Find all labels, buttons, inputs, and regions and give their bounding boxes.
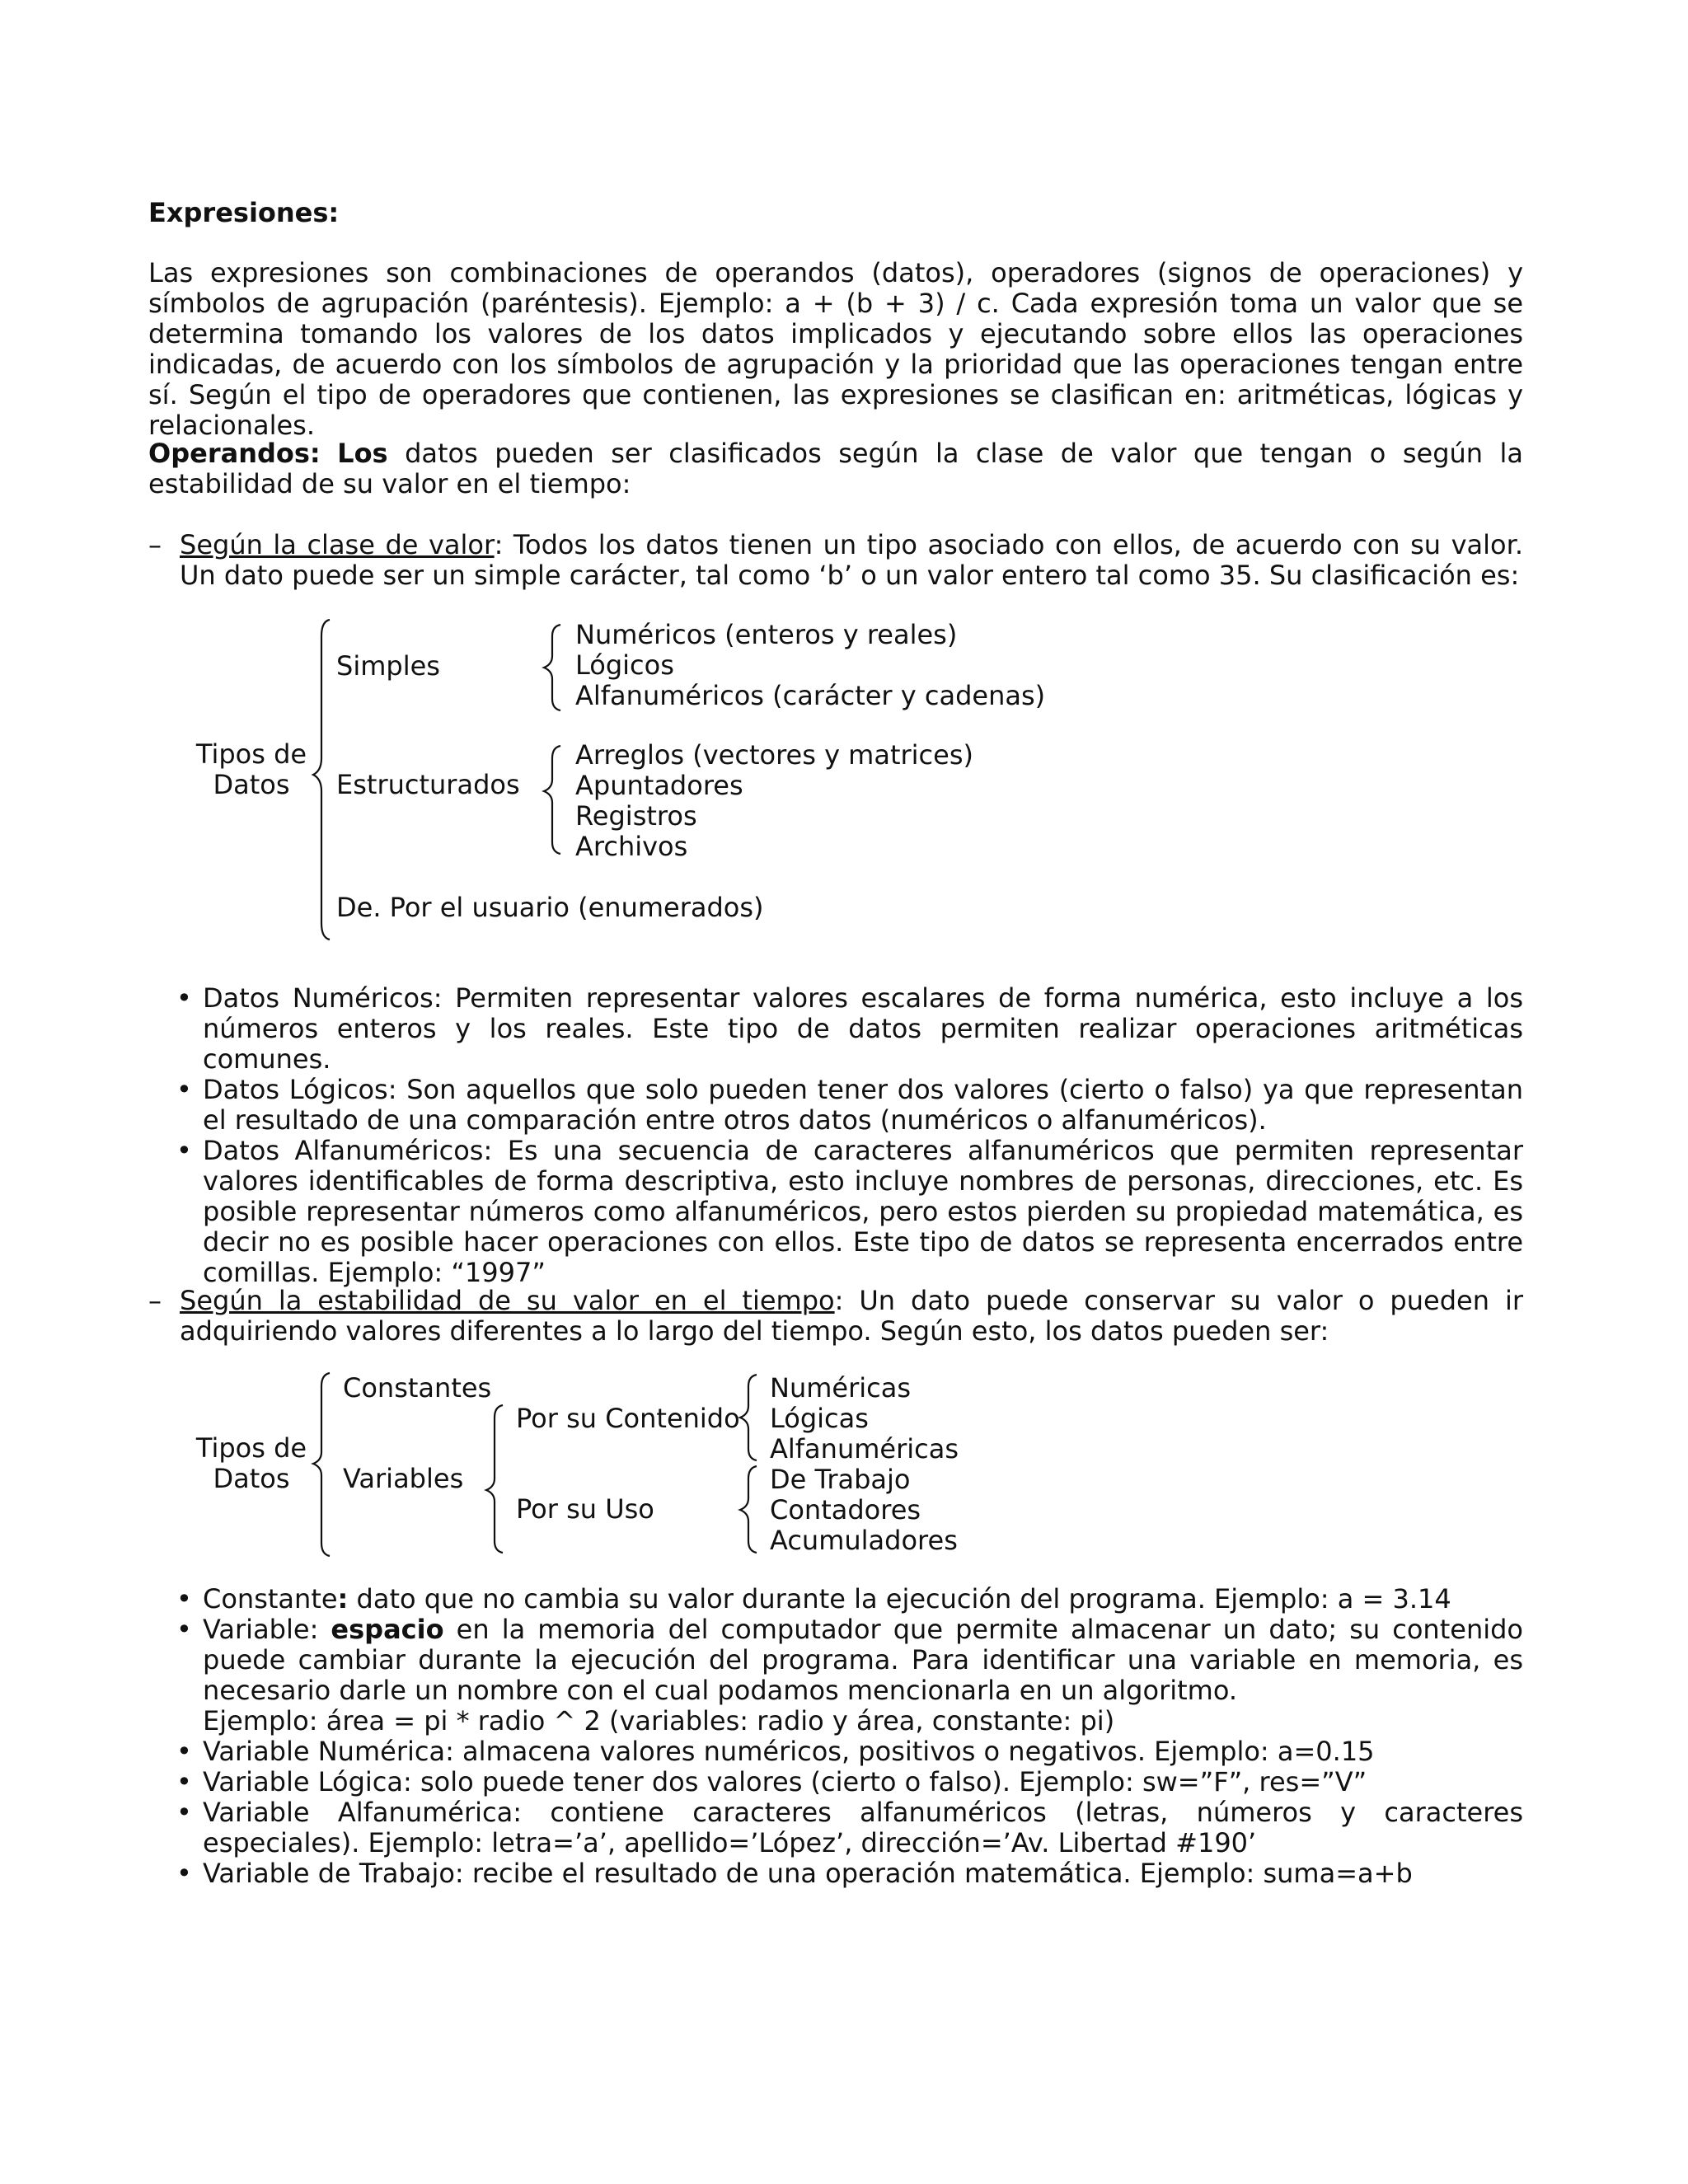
diagram2-uso-item: Contadores bbox=[770, 1494, 921, 1526]
section2-text: : Un dato puede conservar su valor o pueden ir adquiriendo valores diferentes a lo largo del tiempo. Según esto, los datos pueden ser: bbox=[180, 1285, 1524, 1347]
diagram2-uso-item: Acumuladores bbox=[770, 1525, 958, 1556]
diagram2-uso-item: De Trabajo bbox=[770, 1464, 911, 1495]
diagram1-estructurados-item: Arreglos (vectores y matrices) bbox=[575, 739, 973, 771]
variables-list bbox=[173, 1584, 1523, 1889]
list-item: • Datos Lógicos: Son aquellos que solo pueden tener dos valores (cierto o falso) ya que representan el resultado de una comparación entre otros datos (numéricos o alfanuméricos). bbox=[176, 1074, 1523, 1136]
diagram1-simples-item: Lógicos bbox=[575, 649, 674, 681]
diagram1-simples: Simples bbox=[336, 650, 440, 682]
list-item: • Constante: dato que no cambia su valor durante la ejecución del programa. Ejemplo: a = 3.14 bbox=[176, 1583, 1451, 1615]
diagram1-estructurados-item: Registros bbox=[575, 800, 697, 832]
diagram2-contenido-item: Lógicas bbox=[770, 1403, 869, 1434]
section1-text: : Todos los datos tienen un tipo asociado con ellos, de acuerdo con su valor. Un dato puede ser un simple carácter, tal como ‘b’ o un valor entero tal como 35. Su clasificación es: bbox=[180, 529, 1524, 591]
diagram1-root-line1: Tipos de bbox=[195, 738, 307, 770]
diagram2-main-brace bbox=[313, 1373, 330, 1556]
diagram2-contenido-item: Alfanuméricas bbox=[770, 1433, 959, 1465]
diagram2-uso: Por su Uso bbox=[516, 1493, 654, 1525]
section1-title: Según la clase de valor bbox=[180, 529, 495, 560]
section1-dash: – bbox=[148, 529, 162, 560]
operandos-lead-word: Los bbox=[337, 438, 388, 469]
variable-example: Ejemplo: área = pi * radio ^ 2 (variables: radio y área, constante: pi) bbox=[203, 1705, 1115, 1736]
list-item: • Variable Lógica: solo puede tener dos valores (cierto o falso). Ejemplo: sw=”F”, res=”V” bbox=[176, 1766, 1367, 1797]
diagram2-constantes: Constantes bbox=[343, 1372, 492, 1404]
list-item: • Variable Alfanumérica: contiene caracteres alfanuméricos (letras, números y caracteres especiales). Ejemplo: letra=’a’, apellido=’López’, dirección=’Av. Libertad #190’ bbox=[176, 1797, 1523, 1858]
intro-paragraph: Las expresiones son combinaciones de operandos (datos), operadores (signos de operaciones) y símbolos de agrupación (paréntesis). Ejemplo: a + (b + 3) / c. Cada expresión toma un valor que se determina tomando los valores de los datos implicados y ejecutando sobre ellos las operaciones indicadas, de acuerdo con los símbolos de agrupación y la prioridad que las operaciones tengan entre sí. Según el tipo de operadores que contienen, las expresiones se clasifican en: aritméticas, lógicas y relacionales. bbox=[148, 257, 1523, 441]
diagram2-contenido-brace bbox=[740, 1375, 757, 1460]
diagram1-estructurados: Estructurados bbox=[336, 769, 520, 800]
diagram1-usuario: De. Por el usuario (enumerados) bbox=[336, 892, 764, 923]
section-heading: Expresiones: bbox=[148, 197, 340, 228]
diagram2-root-line1: Tipos de bbox=[195, 1432, 307, 1464]
list-item: • Variable: espacio en la memoria del computador que permite almacenar un dato; su contenido puede cambiar durante la ejecución del programa. Para identificar una variable en memoria, es necesario darle un nombre con el cual podamos mencionarla en un algoritmo. Ejemplo: área = pi * radio ^ 2 (variables: radio y área, constante: pi) bbox=[176, 1614, 1524, 1736]
diagram2-contenido: Por su Contenido bbox=[516, 1403, 740, 1434]
diagram1-simples-item: Alfanuméricos (carácter y cadenas) bbox=[575, 680, 1046, 711]
diagram2-variables: Variables bbox=[343, 1463, 464, 1494]
diagram2-variables-brace bbox=[486, 1405, 503, 1553]
list-item: • Variable de Trabajo: recibe el resultado de una operación matemática. Ejemplo: suma=a+b bbox=[176, 1858, 1413, 1889]
list-item: • Datos Alfanuméricos: Es una secuencia de caracteres alfanuméricos que permiten representar valores identificables de forma descriptiva, esto incluye nombres de personas, direcciones, etc. Es posible representar números como alfanuméricos, pero estos pierden su propiedad matemática, es decir no es posible hacer operaciones con ellos. Este tipo de datos se representa encerrados entre comillas. Ejemplo: “1997” bbox=[176, 1135, 1523, 1288]
diagram1-estructurados-item: Apuntadores bbox=[575, 770, 743, 801]
diagram1-estructurados-item: Archivos bbox=[575, 831, 688, 862]
operandos-text: datos pueden ser clasificados según la clase de valor que tengan o según la estabilidad de su valor en el tiempo: bbox=[148, 438, 1524, 499]
list-item: • Variable Numérica: almacena valores numéricos, positivos o negativos. Ejemplo: a=0.15 bbox=[176, 1736, 1375, 1767]
diagram2-root-line2: Datos bbox=[213, 1463, 290, 1494]
list-item: • Datos Numéricos: Permiten representar valores escalares de forma numérica, esto incluye a los números enteros y los reales. Este tipo de datos permiten realizar operaciones aritméticas comunes. bbox=[176, 982, 1523, 1075]
section2-dash: – bbox=[148, 1285, 162, 1316]
diagram2-contenido-item: Numéricas bbox=[770, 1372, 911, 1404]
diagram1-root-line2: Datos bbox=[213, 769, 290, 800]
section2-title: Según la estabilidad de su valor en el tiempo bbox=[180, 1285, 835, 1316]
diagram2-uso-brace bbox=[740, 1466, 757, 1553]
operandos-label: Operandos: bbox=[148, 438, 321, 469]
diagram1-simples-item: Numéricos (enteros y reales) bbox=[575, 619, 958, 650]
